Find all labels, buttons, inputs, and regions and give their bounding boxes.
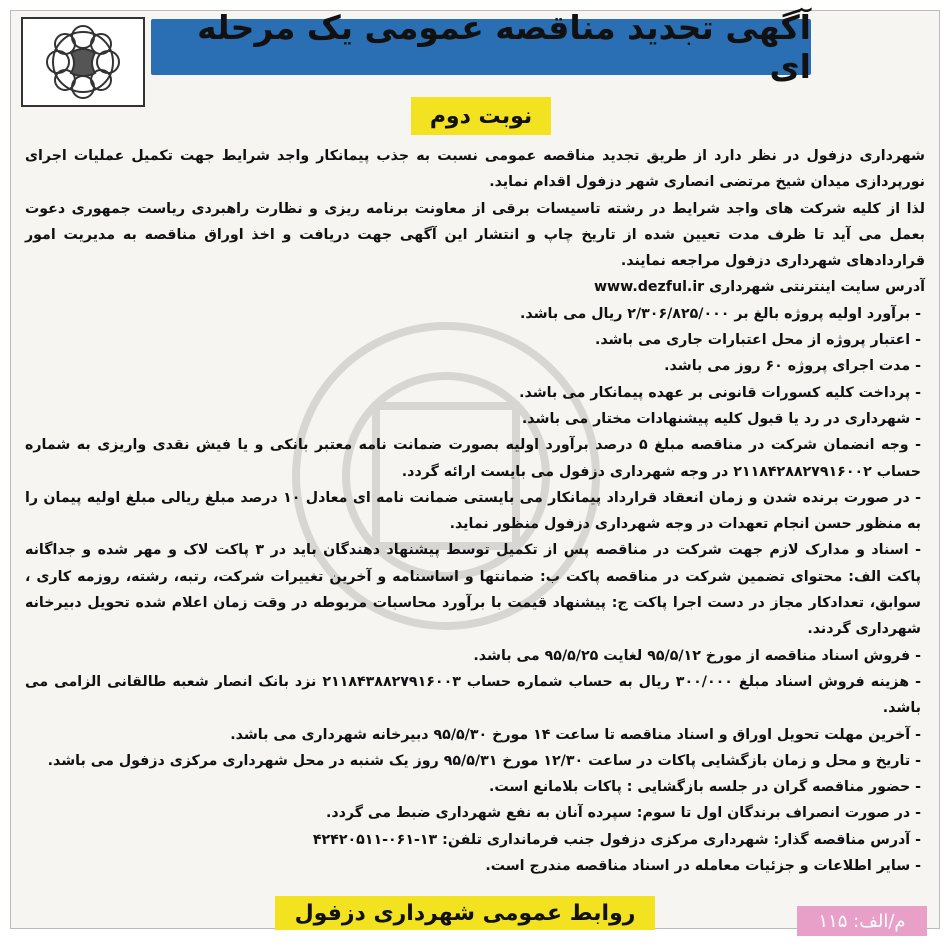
list-item: - سایر اطلاعات و جزئیات معامله در اسناد مناقصه مندرج است. <box>485 858 921 875</box>
signature-text: روابط عمومی شهرداری دزفول <box>294 900 636 926</box>
logo-emblem-icon <box>31 23 135 101</box>
list-item: - آخرین مهلت تحویل اوراق و اسناد مناقصه تا ساعت ۱۴ مورخ ۹۵/۵/۳۰ دبیرخانه شهرداری می باشد. <box>230 726 921 743</box>
round-label: نوبت دوم <box>429 103 533 129</box>
website-line: آدرس سایت اینترنتی شهرداری www.dezful.ir <box>593 279 925 296</box>
title-banner <box>151 8 811 86</box>
ad-code-badge <box>797 906 927 936</box>
list-item: - وجه انضمان شرکت در مناقصه مبلغ ۵ درصد برآورد اولیه بصورت ضمانت نامه معتبر بانکی و یا فیش نقدی واریزی به شماره حساب ۲۱۱۸۴۲۸۸۲۷۹۱۶۰۰۲ در وجه شهرداری دزفول می بایست ارائه گردد. <box>25 437 921 480</box>
announcement-body <box>25 143 925 879</box>
list-item: - برآورد اولیه پروژه بالغ بر ۲/۳۰۶/۸۲۵/۰۰۰ ریال می باشد. <box>520 305 921 322</box>
list-item: - در صورت انصراف برندگان اول تا سوم: سپرده آنان به نفع شهرداری ضبط می گردد. <box>325 805 921 822</box>
intro-paragraph: شهرداری دزفول در نظر دارد از طریق تجدید مناقصه عمومی نسبت به جذب پیمانکار واجد شرایط جهت تکمیل عملیات اجرای نورپردازی میدان شیخ مرتضی انصاری شهر دزفول اقدام نماید. <box>25 148 925 191</box>
list-item: - اعتبار پروژه از محل اعتبارات جاری می باشد. <box>594 332 921 349</box>
list-item: - پرداخت کلیه کسورات قانونی بر عهده پیمانکار می باشد. <box>519 384 921 401</box>
list-item: - مدت اجرای پروژه ۶۰ روز می باشد. <box>664 358 921 375</box>
list-item: - هزینه فروش اسناد مبلغ ۳۰۰/۰۰۰ ریال به حساب شماره حساب ۲۱۱۸۴۳۸۸۲۷۹۱۶۰۰۳ نزد بانک انصار شعبه طالقانی الزامی می باشد. <box>25 673 921 717</box>
list-item: - آدرس مناقصه گذار: شهرداری مرکزی دزفول جنب فرمانداری تلفن: ۱۳-۰۶۱-۴۲۴۲۰۵۱۱ <box>312 831 921 848</box>
list-item: - شهرداری در رد یا قبول کلیه پیشنهادات مختار می باشد. <box>521 410 921 427</box>
municipality-logo <box>21 17 145 107</box>
advertisement-page <box>10 8 940 932</box>
list-item: - حضور مناقصه گران در جلسه بازگشایی : پاکات بلامانع است. <box>488 779 921 796</box>
ad-code-text: م/الف: ۱۱۵ <box>818 910 906 932</box>
list-item: - اسناد و مدارک لازم جهت شرکت در مناقصه پس از تکمیل توسط پیشنهاد دهندگان باید در ۳ پاکت لاک و مهر شده و جداگانه پاکت الف: محتوای تضمین شرکت در مناقصه پاکت ب: ضمانتها و اساسنامه و آخرین تغییرات شرکت، رتبه، رشته، روزمه کاری ، سوابق، تعدادکار مجاز در دست اجرا پاکت ج: پیشنهاد قیمت با برآورد محاسبات مربوطه در وقت زمان اعلام شده تحویل دبیرخانه شهرداری گردند. <box>25 542 921 638</box>
signature-banner <box>275 896 655 930</box>
page-title: آگهی تجدید مناقصه عمومی یک مرحله ای <box>197 8 811 86</box>
round-badge <box>411 97 551 135</box>
list-item: - فروش اسناد مناقصه از مورخ ۹۵/۵/۱۲ لغایت ۹۵/۵/۲۵ می باشد. <box>473 647 921 664</box>
invitation-paragraph: لذا از کلیه شرکت های واجد شرایط در رشته تاسیسات برقی از معاونت برنامه ریزی و نظارت راهبردی ریاست جمهوری دعوت بعمل می آید تا ظرف مدت تعیین شده از تاریخ چاپ و انتشار این آگهی جهت دریافت و اخذ اوراق مناقصه به مدیریت امور قراردادهای شهرداری دزفول مراجعه نمایند. <box>25 200 925 270</box>
list-item: - در صورت برنده شدن و زمان انعقاد قرارداد پیمانکار می بایستی ضمانت نامه ای معادل ۱۰ درصد مبلغ ریالی مبلغ اولیه پیمان را به منظور حسن انجام تعهدات در وجه شهرداری دزفول منظور نماید. <box>25 489 921 533</box>
list-item: - تاریخ و محل و زمان بازگشایی پاکات در ساعت ۱۲/۳۰ مورخ ۹۵/۵/۳۱ روز یک شنبه در محل شهرداری مرکزی دزفول می باشد. <box>47 752 921 769</box>
